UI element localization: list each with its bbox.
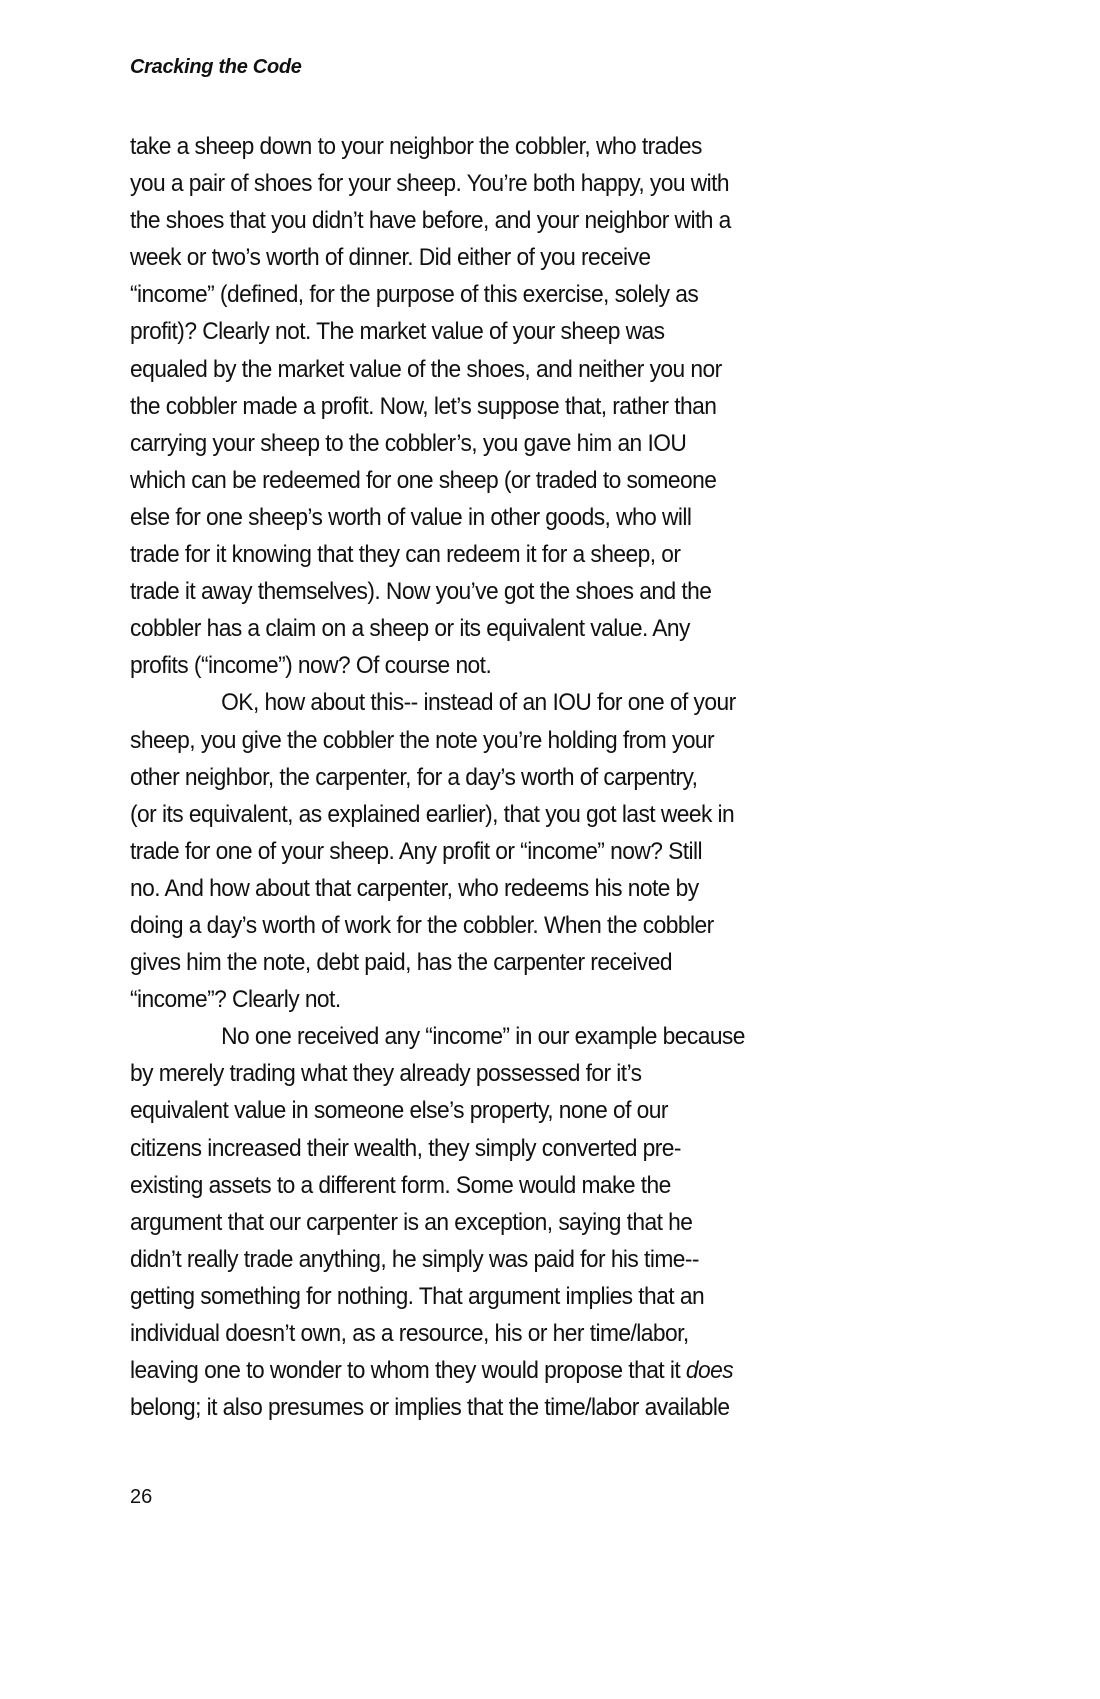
text-line [130,684,818,721]
line-text: didn’t really trade anything, he simply was paid for his time-- [130,1245,699,1273]
line-text: no. And how about that carpenter, who redeems his note by [130,874,699,902]
text-line [130,462,818,499]
text-line [130,981,818,1018]
text-line [130,759,818,796]
text-line [130,870,818,907]
text-line [130,536,818,573]
line-text: week or two’s worth of dinner. Did either of you receive [130,244,651,272]
text-line [130,833,818,870]
text-line [130,499,818,536]
text-line [130,1315,818,1352]
line-text: individual doesn’t own, as a resource, his or her time/labor, [130,1320,689,1347]
text-line [130,313,818,350]
text-line [130,165,818,202]
text-line [130,276,818,313]
line-text: “income”? Clearly not. [130,986,341,1014]
line-text: which can be redeemed for one sheep (or traded to someone [130,466,717,494]
line-text: argument that our carpenter is an exception, saying that he [130,1208,693,1236]
text-line [130,1130,818,1167]
text-line [130,647,818,684]
text-line [130,202,818,239]
line-text: other neighbor, the carpenter, for a day’s worth of carpentry, [130,763,698,791]
text-line [130,128,818,165]
line-text: trade for one of your sheep. Any profit or “income” now? Still [130,837,703,865]
line-text: existing assets to a different form. Some would make the [130,1171,671,1199]
line-text: the cobbler made a profit. Now, let’s suppose that, rather than [130,392,717,420]
line-text: belong; it also presumes or implies that the time/labor available [130,1394,730,1422]
line-text: profits (“income”) now? Of course not. [130,652,492,680]
text-line [130,907,818,944]
text-line [130,796,818,833]
line-text: OK, how about this-- instead of an IOU for one of your [221,689,736,717]
line-text: profit)? Clearly not. The market value of your sheep was [130,318,665,346]
line-text: the shoes that you didn’t have before, and your neighbor with a [130,207,731,235]
line-text: getting something for nothing. That argument implies that an [130,1282,705,1310]
line-text: gives him the note, debt paid, has the carpenter received [130,949,672,977]
page-number: 26 [130,1486,153,1508]
text-line [130,1204,818,1241]
text-line [130,351,818,388]
emphasis-text: does [685,1357,734,1385]
text-line [130,944,818,981]
text-line [130,1055,818,1092]
line-text: take a sheep down to your neighbor the cobbler, who trades [130,133,702,160]
line-text: else for one sheep’s worth of value in other goods, who will [130,503,692,531]
text-line [130,425,818,462]
text-line [130,1352,818,1389]
text-line [130,1167,818,1204]
line-text: citizens increased their wealth, they simply converted pre- [130,1134,681,1162]
text-line [130,1092,818,1129]
text-line [130,1241,818,1278]
text-line [130,388,818,425]
line-text: equaled by the market value of the shoes, and neither you nor [130,355,722,383]
text-line [130,722,818,759]
line-text: by merely trading what they already possessed for it’s [130,1060,642,1088]
running-header: Cracking the Code [130,56,302,78]
text-line [130,1018,818,1055]
line-text: trade for it knowing that they can redeem it for a sheep, or [130,541,681,569]
text-line [130,1389,818,1426]
text-line [130,1278,818,1315]
line-text: No one received any “income” in our example because [221,1023,745,1051]
text-line [130,239,818,276]
line-text: equivalent value in someone else’s property, none of our [130,1097,668,1125]
line-text: trade it away themselves). Now you’ve got the shoes and the [130,578,712,606]
line-text: “income” (defined, for the purpose of this exercise, solely as [130,281,699,309]
body-text [130,128,870,1426]
line-text: (or its equivalent, as explained earlier), that you got last week in [130,800,735,828]
line-text: doing a day’s worth of work for the cobbler. When the cobbler [130,911,714,939]
text-line [130,610,818,647]
text-line [130,573,818,610]
line-text: you a pair of shoes for your sheep. You’re both happy, you with [130,170,730,198]
line-text: leaving one to wonder to whom they would propose that it [130,1357,686,1385]
line-text: sheep, you give the cobbler the note you’re holding from your [130,726,715,754]
line-text: carrying your sheep to the cobbler’s, you gave him an IOU [130,429,687,457]
line-text: cobbler has a claim on a sheep or its equivalent value. Any [130,615,690,643]
